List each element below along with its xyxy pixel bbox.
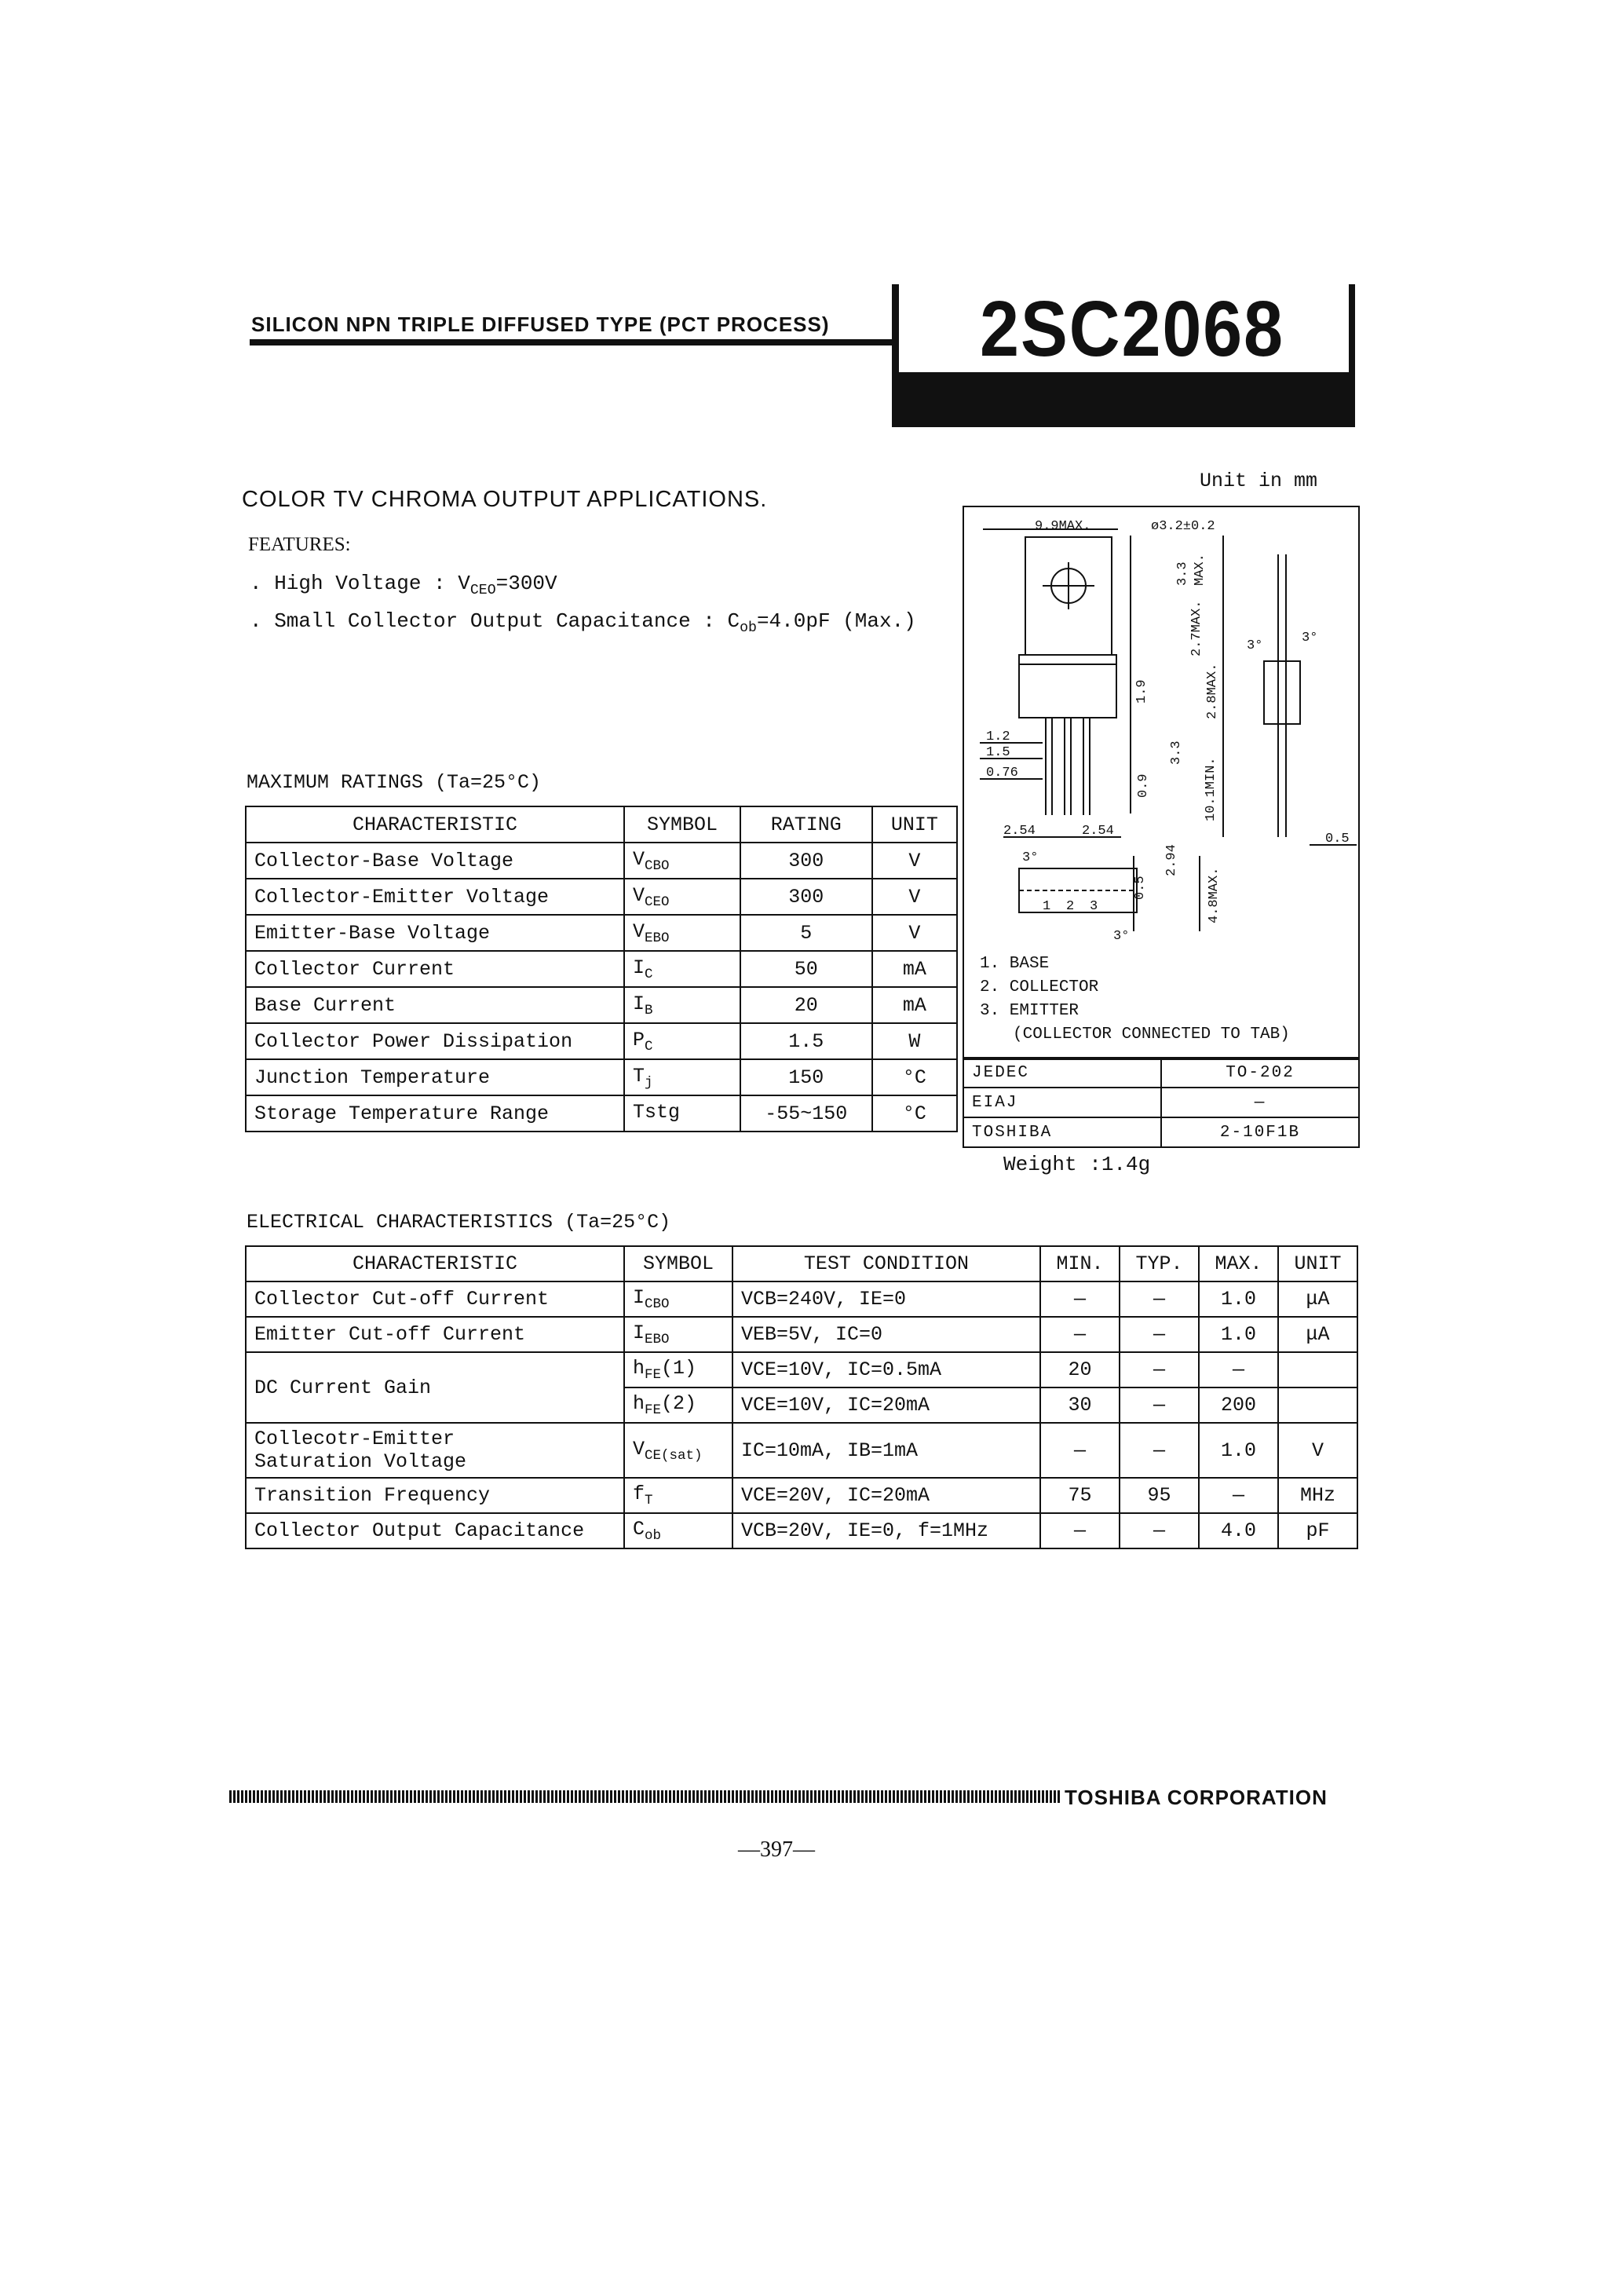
- dim-label: 3.3: [1175, 561, 1190, 586]
- cell: Emitter Cut-off Current: [246, 1317, 624, 1352]
- cell: $I_B$: [624, 987, 740, 1023]
- dim-label: 1.5: [986, 745, 1010, 760]
- dim-label: 0.76: [986, 766, 1018, 781]
- cell: $f_T$: [624, 1478, 732, 1513]
- cell: °C: [872, 1059, 957, 1095]
- cell: 150: [740, 1059, 872, 1095]
- cell: —: [1120, 1352, 1199, 1387]
- cell: 95: [1120, 1478, 1199, 1513]
- table-row: [246, 1317, 1357, 1352]
- cell: Transition Frequency: [246, 1478, 624, 1513]
- table-row: [246, 1513, 1357, 1548]
- table-row: [246, 987, 957, 1023]
- cell: $I_{CBO}$: [624, 1281, 732, 1317]
- max-ratings-title: MAXIMUM RATINGS (Ta=25°C): [247, 771, 542, 794]
- cell: $h_{FE}(1)$: [624, 1352, 732, 1387]
- cell: Tstg: [624, 1095, 740, 1132]
- table-row: [246, 915, 957, 951]
- cell: VEB=5V, IC=0: [732, 1317, 1040, 1352]
- column-header: TYP.: [1120, 1246, 1199, 1281]
- cell: 4.0: [1199, 1513, 1278, 1548]
- cell: $T_j$: [624, 1059, 740, 1095]
- dim-label: 4.8MAX.: [1207, 867, 1222, 923]
- cell: 5: [740, 915, 872, 951]
- pin-number: 1: [1043, 899, 1051, 914]
- corporation-name: TOSHIBA CORPORATION: [1065, 1786, 1328, 1809]
- dim-label: 2.7MAX.: [1189, 600, 1204, 656]
- angle-label: 3°: [1113, 929, 1130, 944]
- table-row: [963, 1117, 1359, 1147]
- cell: pF: [1278, 1513, 1357, 1548]
- cell: Emitter-Base Voltage: [246, 915, 624, 951]
- cell: V: [872, 879, 957, 915]
- package-outline-svg: [964, 507, 1358, 1058]
- cell: TOSHIBA: [963, 1117, 1161, 1147]
- cell: Collecotr-Emitter Saturation Voltage: [246, 1423, 624, 1478]
- cell: $h_{FE}(2)$: [624, 1387, 732, 1423]
- cell: 30: [1040, 1387, 1120, 1423]
- cell: EIAJ: [963, 1088, 1161, 1117]
- table-row: [963, 1088, 1359, 1117]
- cell: $I_{EBO}$: [624, 1317, 732, 1352]
- cell: Collector Power Dissipation: [246, 1023, 624, 1059]
- cell: 75: [1040, 1478, 1120, 1513]
- dim-label: 2.54: [1082, 824, 1114, 839]
- cell: —: [1199, 1478, 1278, 1513]
- pin-number: 3: [1090, 899, 1098, 914]
- table-row: [246, 1352, 1357, 1387]
- cell: —: [1199, 1352, 1278, 1387]
- table-row: [246, 951, 957, 987]
- electrical-title: ELECTRICAL CHARACTERISTICS (Ta=25°C): [247, 1211, 671, 1234]
- cell: 50: [740, 951, 872, 987]
- dim-label: 9.9MAX.: [1035, 519, 1091, 534]
- angle-label: 3°: [1302, 631, 1318, 645]
- cell: $V_{CE(sat)}$: [624, 1423, 732, 1478]
- dim-label: 10.1MIN.: [1204, 757, 1218, 821]
- cell: $P_C$: [624, 1023, 740, 1059]
- cell: VCB=20V, IE=0, f=1MHz: [732, 1513, 1040, 1548]
- cell: $V_{EBO}$: [624, 915, 740, 951]
- cell: μA: [1278, 1317, 1357, 1352]
- header-rule: [250, 339, 892, 345]
- pin-number: 2: [1066, 899, 1075, 914]
- application-title: COLOR TV CHROMA OUTPUT APPLICATIONS.: [242, 487, 768, 512]
- cell: -55~150: [740, 1095, 872, 1132]
- weight-note: Weight :1.4g: [1003, 1153, 1151, 1176]
- cell: 200: [1199, 1387, 1278, 1423]
- features-title: FEATURES:: [248, 534, 351, 555]
- cell: 300: [740, 843, 872, 879]
- cell: VCE=10V, IC=0.5mA: [732, 1352, 1040, 1387]
- cell: 1.5: [740, 1023, 872, 1059]
- table-header-row: [246, 1246, 1357, 1281]
- cell: DC Current Gain: [246, 1352, 624, 1423]
- dim-label: 3.3: [1169, 740, 1184, 765]
- dim-label: ø3.2±0.2: [1151, 519, 1215, 534]
- cell: —: [1120, 1513, 1199, 1548]
- feature-item: . High Voltage : $V_{CEO}=300V$: [250, 572, 557, 599]
- max-ratings-table: [245, 806, 958, 1132]
- dim-label: 0.9: [1136, 773, 1151, 798]
- cell: JEDEC: [963, 1058, 1161, 1088]
- cell: 300: [740, 879, 872, 915]
- cell: $C_{ob}$: [624, 1513, 732, 1548]
- cell: Storage Temperature Range: [246, 1095, 624, 1132]
- table-row: [246, 879, 957, 915]
- cell: 1.0: [1199, 1423, 1278, 1478]
- column-header: TEST CONDITION: [732, 1246, 1040, 1281]
- column-header: SYMBOL: [624, 806, 740, 843]
- header-black-bar: [892, 372, 1355, 427]
- feature-item: . Small Collector Output Capacitance : $C_{ob}=4.0pF$ (Max.): [250, 609, 916, 637]
- pin-label: 2. COLLECTOR: [980, 978, 1099, 996]
- table-row: [246, 1023, 957, 1059]
- dim-label: 2.8MAX.: [1205, 663, 1220, 719]
- dim-label: MAX.: [1193, 554, 1207, 586]
- cell: Collector Output Capacitance: [246, 1513, 624, 1548]
- cell: —: [1120, 1317, 1199, 1352]
- cell: —: [1040, 1513, 1120, 1548]
- package-standards-table: [963, 1057, 1360, 1148]
- cell: 1.0: [1199, 1317, 1278, 1352]
- electrical-table: [245, 1245, 1358, 1549]
- cell: $V_{CEO}$: [624, 879, 740, 915]
- cell: 2-10F1B: [1161, 1117, 1359, 1147]
- table-row: [963, 1058, 1359, 1088]
- dim-label: 1.2: [986, 729, 1010, 744]
- page-number: —397—: [738, 1837, 815, 1862]
- table-row: [246, 1095, 957, 1132]
- cell: —: [1161, 1088, 1359, 1117]
- cell: Collector-Base Voltage: [246, 843, 624, 879]
- cell: $V_{CBO}$: [624, 843, 740, 879]
- cell: [1278, 1352, 1357, 1387]
- angle-label: 3°: [1247, 638, 1263, 653]
- cell: MHz: [1278, 1478, 1357, 1513]
- dim-label: 0.5: [1133, 876, 1148, 900]
- dim-label: 2.94: [1164, 844, 1179, 876]
- cell: Collector Current: [246, 951, 624, 987]
- cell: —: [1040, 1317, 1120, 1352]
- pin-label: 3. EMITTER: [980, 1002, 1080, 1020]
- cell: Collector Cut-off Current: [246, 1281, 624, 1317]
- cell: —: [1120, 1387, 1199, 1423]
- cell: —: [1040, 1423, 1120, 1478]
- cell: mA: [872, 987, 957, 1023]
- cell: [1278, 1387, 1357, 1423]
- cell: VCE=10V, IC=20mA: [732, 1387, 1040, 1423]
- series-description: SILICON NPN TRIPLE DIFFUSED TYPE (PCT PROCESS): [251, 313, 830, 336]
- column-header: UNIT: [872, 806, 957, 843]
- cell: IC=10mA, IB=1mA: [732, 1423, 1040, 1478]
- cell: °C: [872, 1095, 957, 1132]
- cell: Junction Temperature: [246, 1059, 624, 1095]
- table-header-row: [246, 806, 957, 843]
- dim-label: 2.54: [1003, 824, 1036, 839]
- cell: W: [872, 1023, 957, 1059]
- column-header: SYMBOL: [624, 1246, 732, 1281]
- table-row: [246, 843, 957, 879]
- pin-label: 1. BASE: [980, 955, 1050, 973]
- column-header: MAX.: [1199, 1246, 1278, 1281]
- cell: TO-202: [1161, 1058, 1359, 1088]
- column-header: UNIT: [1278, 1246, 1357, 1281]
- cell: Base Current: [246, 987, 624, 1023]
- dim-label: 1.9: [1134, 679, 1149, 704]
- table-row: [246, 1423, 1357, 1478]
- column-header: CHARACTERISTIC: [246, 806, 624, 843]
- part-number: 2SC2068: [980, 285, 1284, 373]
- cell: VCE=20V, IC=20mA: [732, 1478, 1040, 1513]
- table-row: [246, 1478, 1357, 1513]
- cell: V: [1278, 1423, 1357, 1478]
- cell: V: [872, 915, 957, 951]
- table-row: [246, 1281, 1357, 1317]
- cell: —: [1120, 1281, 1199, 1317]
- column-header: MIN.: [1040, 1246, 1120, 1281]
- pin-note: (COLLECTOR CONNECTED TO TAB): [1013, 1026, 1290, 1044]
- cell: 20: [740, 987, 872, 1023]
- cell: 20: [1040, 1352, 1120, 1387]
- cell: μA: [1278, 1281, 1357, 1317]
- dim-label: 0.5: [1325, 832, 1350, 846]
- package-outline-drawing: [963, 506, 1360, 1060]
- cell: —: [1120, 1423, 1199, 1478]
- cell: VCB=240V, IE=0: [732, 1281, 1040, 1317]
- footer-barcode-strip: [229, 1790, 1060, 1803]
- cell: 1.0: [1199, 1281, 1278, 1317]
- column-header: CHARACTERISTIC: [246, 1246, 624, 1281]
- angle-label: 3°: [1022, 850, 1039, 865]
- table-row: [246, 1059, 957, 1095]
- cell: mA: [872, 951, 957, 987]
- column-header: RATING: [740, 806, 872, 843]
- cell: Collector-Emitter Voltage: [246, 879, 624, 915]
- cell: $I_C$: [624, 951, 740, 987]
- cell: V: [872, 843, 957, 879]
- cell: —: [1040, 1281, 1120, 1317]
- unit-note: Unit in mm: [1200, 470, 1318, 492]
